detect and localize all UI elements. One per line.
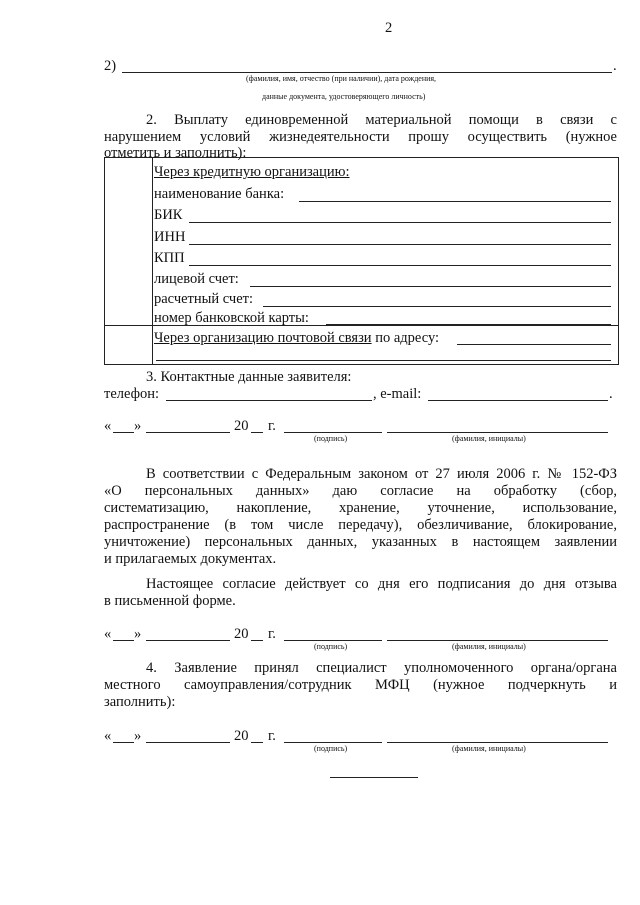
day-field[interactable] <box>113 640 134 641</box>
contacts-trailing: . <box>609 386 613 402</box>
bank-name-field[interactable] <box>299 201 611 202</box>
consent-validity-line1: Настоящее согласие действует со дня его подписания до дня отзыва <box>146 576 617 592</box>
inn-field[interactable] <box>189 244 611 245</box>
phone-field[interactable] <box>166 400 372 401</box>
consent-line3: систематизацию, накопление, хранение, уточнение, использование, <box>104 500 617 516</box>
date-quote-close: » <box>134 728 142 744</box>
contacts-heading: 3. Контактные данные заявителя: <box>146 369 352 385</box>
section2-line1: 2. Выплату единовременной материальной помощи в связи с <box>146 112 617 128</box>
section4-line2: местного самоуправления/сотрудник МФЦ (нужное подчеркнуть и <box>104 677 617 693</box>
date-quote-open: « <box>104 728 112 744</box>
item2-caption-2: данные документа, удостоверяющего личность) <box>262 92 426 101</box>
year-prefix: 20 <box>234 728 249 744</box>
signature-caption: (подпись) <box>314 642 348 651</box>
item2-caption-1: (фамилия, имя, отчество (при наличии), дата рождения, <box>246 74 437 83</box>
card-number-label: номер банковской карты: <box>154 310 309 326</box>
month-field[interactable] <box>146 640 230 641</box>
section2-line2: нарушением условий жизнедеятельности прошу осуществить (нужное <box>104 129 617 145</box>
payment-options-table <box>104 157 619 365</box>
closing-separator <box>330 777 418 778</box>
bik-field[interactable] <box>189 222 611 223</box>
kpp-field[interactable] <box>189 265 611 266</box>
date-quote-close: » <box>134 418 142 434</box>
month-field[interactable] <box>146 742 230 743</box>
name-field[interactable] <box>387 432 608 433</box>
personal-account-field[interactable] <box>250 286 611 287</box>
consent-line1: В соответствии с Федеральным законом от 27 июля 2006 г. № 152-ФЗ <box>146 466 617 482</box>
signature-caption: (подпись) <box>314 434 348 443</box>
month-field[interactable] <box>146 432 230 433</box>
year-field[interactable] <box>251 432 263 433</box>
postal-address-field[interactable] <box>457 344 611 345</box>
consent-line5: уничтожение) персональных данных, указанных в настоящем заявлении <box>104 534 617 550</box>
email-label: , e-mail: <box>373 386 422 402</box>
postal-suffix: по адресу: <box>375 330 440 346</box>
day-field[interactable] <box>113 432 134 433</box>
date-quote-open: « <box>104 626 112 642</box>
postal-address-field-2[interactable] <box>156 360 611 361</box>
kpp-label: КПП <box>154 250 185 266</box>
consent-validity-line2: в письменной форме. <box>104 593 236 609</box>
item2-trailing: . <box>613 58 617 74</box>
year-suffix: г. <box>268 418 276 434</box>
consent-line2: «О персональных данных» даю согласие на обработку (сбор, <box>104 483 617 499</box>
signature-caption: (подпись) <box>314 744 348 753</box>
name-caption: (фамилия, инициалы) <box>452 434 526 443</box>
credit-org-heading: Через кредитную организацию: <box>154 164 350 180</box>
settlement-account-label: расчетный счет: <box>154 291 254 307</box>
inn-label: ИНН <box>154 229 186 245</box>
name-caption: (фамилия, инициалы) <box>452 642 526 651</box>
year-field[interactable] <box>251 640 263 641</box>
bank-name-label: наименование банка: <box>154 186 285 202</box>
year-prefix: 20 <box>234 626 249 642</box>
credit-org-cell <box>153 158 619 326</box>
postal-cell <box>153 326 619 365</box>
personal-account-label: лицевой счет: <box>154 271 239 287</box>
date-quote-close: » <box>134 626 142 642</box>
item2-input-line[interactable] <box>122 72 612 73</box>
credit-org-checkbox-cell[interactable] <box>105 158 153 326</box>
phone-label: телефон: <box>104 386 160 402</box>
postal-row <box>154 330 439 347</box>
year-suffix: г. <box>268 626 276 642</box>
signature-field[interactable] <box>284 640 382 641</box>
item2-prefix: 2) <box>104 58 117 74</box>
year-suffix: г. <box>268 728 276 744</box>
name-field[interactable] <box>387 640 608 641</box>
consent-line6: и прилагаемых документах. <box>104 551 277 567</box>
postal-heading: Через организацию почтовой связи <box>154 330 372 346</box>
page-number: 2 <box>385 20 393 36</box>
consent-line4: распространение (в том числе передачу), обезличивание, блокирование, <box>104 517 617 533</box>
year-field[interactable] <box>251 742 263 743</box>
section4-line1: 4. Заявление принял специалист уполномоченного органа/органа <box>146 660 617 676</box>
email-field[interactable] <box>428 400 608 401</box>
section4-line3: заполнить): <box>104 694 176 710</box>
year-prefix: 20 <box>234 418 249 434</box>
signature-field[interactable] <box>284 742 382 743</box>
settlement-account-field[interactable] <box>263 306 611 307</box>
signature-field[interactable] <box>284 432 382 433</box>
name-caption: (фамилия, инициалы) <box>452 744 526 753</box>
bik-label: БИК <box>154 207 183 223</box>
day-field[interactable] <box>113 742 134 743</box>
date-quote-open: « <box>104 418 112 434</box>
section2-line3: отметить и заполнить): <box>104 145 247 161</box>
postal-checkbox-cell[interactable] <box>105 326 153 365</box>
name-field[interactable] <box>387 742 608 743</box>
